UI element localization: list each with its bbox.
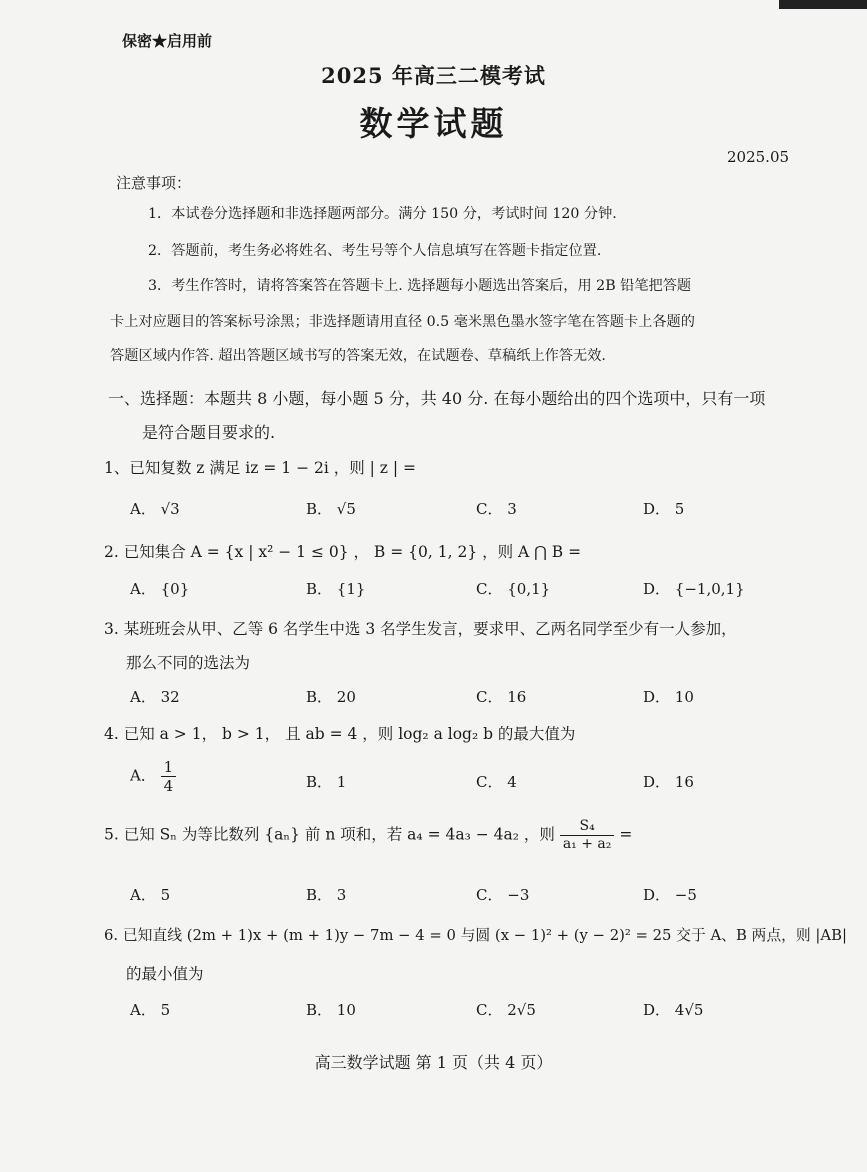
subject-title: 数学试题 bbox=[359, 104, 508, 143]
question-3-stem: 3. 某班班会从甲、乙等 6 名学生中选 3 名学生发言，要求甲、乙两名同学至少有一人参加， bbox=[104, 620, 737, 638]
question-5-stem bbox=[104, 818, 632, 853]
q4-option-a-fraction bbox=[161, 758, 177, 795]
fraction-numerator: S₄ bbox=[560, 818, 615, 836]
exam-date: 2025.05 bbox=[727, 148, 790, 166]
q1-option-b: B． √5 bbox=[306, 500, 356, 518]
question-6-stem-cont: 的最小值为 bbox=[126, 965, 204, 983]
fraction-denominator: a₁ + a₂ bbox=[562, 835, 612, 852]
notice-line-3b: 卡上对应题目的答案标号涂黑；非选择题请用直径 0.5 毫米黑色墨水签字笔在答题卡上各题的 bbox=[110, 314, 695, 330]
question-5-text: 5. 已知 Sₙ 为等比数列 {aₙ} 前 n 项和，若 a₄ = 4a₃ − 4a₂ ，则 bbox=[104, 825, 555, 844]
q6-option-c: C． 2√5 bbox=[476, 1001, 536, 1019]
question-5-tail: = bbox=[619, 825, 633, 844]
q3-option-a: A． 32 bbox=[130, 688, 180, 706]
q3-option-c: C． 16 bbox=[476, 688, 527, 706]
q2-option-c: C． {0,1} bbox=[476, 580, 551, 598]
q6-option-a: A． 5 bbox=[130, 1001, 171, 1019]
notice-line-3a: 3．考生作答时，请将答案答在答题卡上. 选择题每小题选出答案后，用 2B 铅笔把答题 bbox=[148, 278, 692, 294]
q4-option-c: C． 4 bbox=[476, 773, 517, 791]
exam-title: 2025 年高三二模考试 bbox=[321, 63, 546, 88]
q4-option-a bbox=[130, 758, 176, 795]
q3-option-d: D． 10 bbox=[643, 688, 694, 706]
q4-option-a-label: A． bbox=[130, 766, 156, 785]
question-3-stem-cont: 那么不同的选法为 bbox=[126, 654, 251, 672]
q1-option-a: A． √3 bbox=[130, 500, 180, 518]
scan-edge-mark bbox=[779, 0, 867, 9]
section-heading: 一、选择题：本题共 8 小题，每小题 5 分，共 40 分. 在每小题给出的四个选项中，只有一项 bbox=[108, 389, 766, 408]
question-6-stem: 6. 已知直线 (2m + 1)x + (m + 1)y − 7m − 4 = 0 与圆 (x − 1)² + (y − 2)² = 25 交于 A、B 两点，则 |AB| bbox=[104, 927, 847, 944]
q2-option-a: A． {0} bbox=[130, 580, 190, 598]
q2-option-b: B． {1} bbox=[306, 580, 366, 598]
q4-option-b: B． 1 bbox=[306, 773, 347, 791]
q5-option-b: B． 3 bbox=[306, 886, 347, 904]
section-heading-cont: 是符合题目要求的. bbox=[142, 423, 276, 442]
q2-option-d: D． {−1,0,1} bbox=[643, 580, 745, 598]
notice-line-1: 1．本试卷分选择题和非选择题两部分。满分 150 分，考试时间 120 分钟. bbox=[148, 206, 617, 222]
question-4-stem: 4. 已知 a > 1， b > 1， 且 ab = 4 ，则 log₂ a log₂ b 的最大值为 bbox=[104, 725, 576, 743]
q1-option-c: C． 3 bbox=[476, 500, 517, 518]
q6-option-b: B． 10 bbox=[306, 1001, 356, 1019]
q3-option-b: B． 20 bbox=[306, 688, 356, 706]
q5-option-a: A． 5 bbox=[130, 886, 171, 904]
q5-option-d: D． −5 bbox=[643, 886, 697, 904]
q5-option-c: C． −3 bbox=[476, 886, 530, 904]
q1-option-d: D． 5 bbox=[643, 500, 685, 518]
question-1-stem: 1、已知复数 z 满足 iz = 1 − 2i ，则 | z | = bbox=[104, 459, 417, 477]
notice-line-2: 2．答题前，考生务必将姓名、考生号等个人信息填写在答题卡指定位置. bbox=[148, 243, 602, 259]
question-5-fraction bbox=[560, 818, 615, 853]
notice-line-3c: 答题区域内作答. 超出答题区域书写的答案无效，在试题卷、草稿纸上作答无效. bbox=[110, 348, 606, 364]
question-2-stem: 2. 已知集合 A = {x | x² − 1 ≤ 0} ， B = {0, 1, 2} ，则 A ⋂ B = bbox=[104, 543, 582, 561]
fraction-numerator: 1 bbox=[161, 758, 177, 777]
q4-option-d: D． 16 bbox=[643, 773, 694, 791]
confidential-label: 保密★启用前 bbox=[122, 32, 213, 50]
fraction-denominator: 4 bbox=[163, 777, 174, 795]
notice-heading: 注意事项： bbox=[116, 174, 192, 192]
q6-option-d: D． 4√5 bbox=[643, 1001, 704, 1019]
page-footer: 高三数学试题 第 1 页（共 4 页） bbox=[314, 1053, 553, 1072]
